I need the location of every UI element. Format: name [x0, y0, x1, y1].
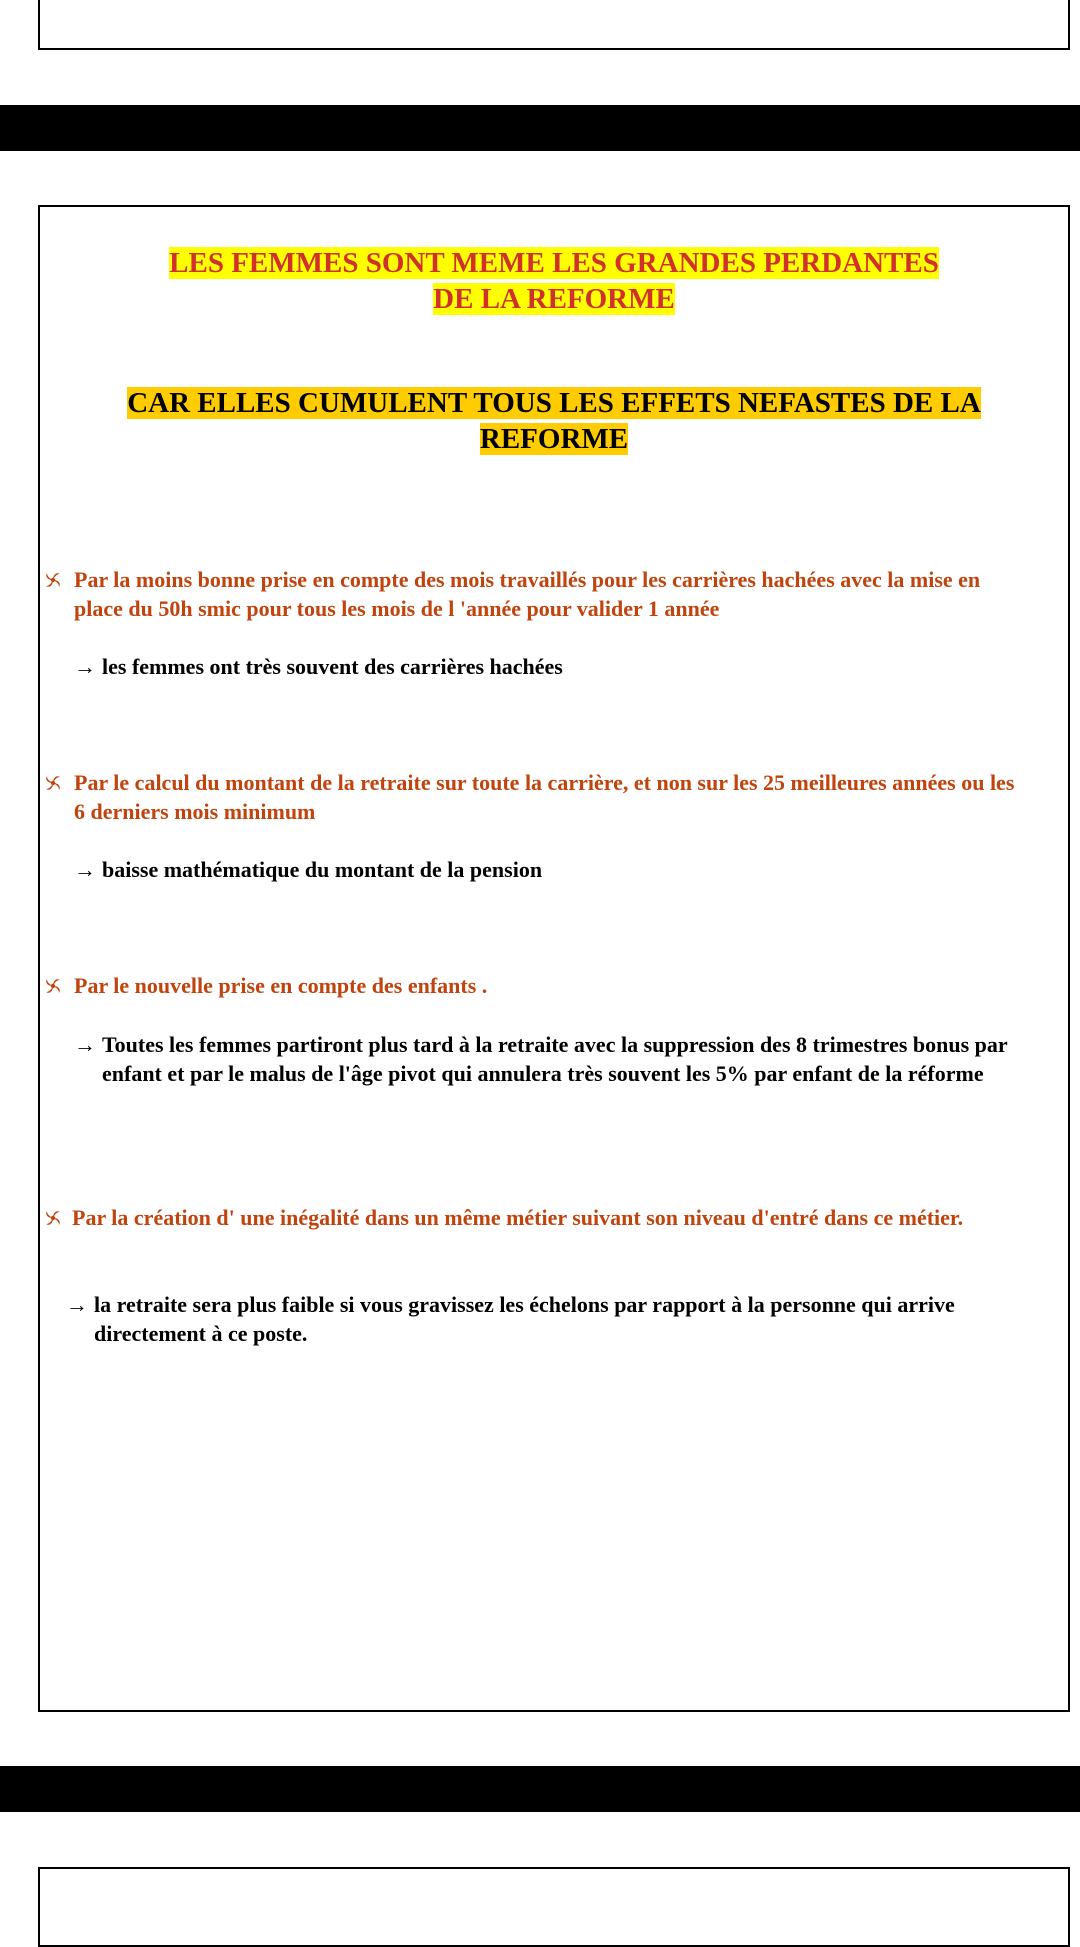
subtitle-line-2: REFORME [479, 423, 629, 455]
consequence-line-4 [66, 1290, 1026, 1348]
bullet-text: Par la moins bonne prise en compte des mois travaillés pour les carrières hachées avec la mise en place du 50h smic pour tous les mois de l 'année pour valider 1 année [74, 567, 981, 621]
swirl-bullet-icon [42, 772, 64, 794]
slide-title [40, 245, 1068, 317]
slide-subtitle [40, 385, 1068, 457]
slide-frame [38, 205, 1070, 1712]
bullet-text: Par le calcul du montant de la retraite sur toute la carrière, et non sur les 25 meilleures années ou les 6 derniers mois minimum [74, 770, 1015, 824]
bullet-point-1 [42, 565, 1032, 623]
previous-slide-frame [38, 0, 1070, 50]
arrow-icon: → [74, 654, 96, 679]
bullet-text: Par le nouvelle prise en compte des enfants . [74, 973, 488, 998]
slide-separator-bar [0, 105, 1080, 151]
title-line-2: DE LA REFORME [433, 283, 675, 315]
consequence-text: la retraite sera plus faible si vous gravissez les échelons par rapport à la personne qui arrive directement à ce poste. [94, 1292, 955, 1346]
arrow-icon: → [66, 1292, 88, 1317]
consequence-text: Toutes les femmes partiront plus tard à la retraite avec la suppression des 8 trimestres bonus par enfant et par le malus de l'âge pivot qui annulera très souvent les 5% par enfant de la réforme [102, 1032, 1008, 1086]
subtitle-line-1: CAR ELLES CUMULENT TOUS LES EFFETS NEFASTES DE LA [127, 387, 981, 419]
arrow-icon: → [74, 1032, 96, 1057]
swirl-bullet-icon [42, 975, 64, 997]
next-slide-frame [38, 1867, 1070, 1947]
bullet-point-2 [42, 768, 1032, 826]
title-line-1: LES FEMMES SONT MEME LES GRANDES PERDANTES [169, 247, 939, 279]
consequence-text: les femmes ont très souvent des carrières hachées [102, 654, 563, 679]
arrow-icon: → [74, 857, 96, 882]
bullet-point-3 [42, 971, 1032, 1000]
consequence-text: baisse mathématique du montant de la pension [102, 857, 543, 882]
swirl-bullet-icon [42, 569, 64, 591]
consequence-line-1 [74, 652, 1034, 681]
consequence-line-2 [74, 855, 1034, 884]
bullet-point-4 [42, 1203, 1032, 1232]
swirl-bullet-icon [42, 1207, 64, 1229]
consequence-line-3 [74, 1030, 1034, 1088]
slide-separator-bar [0, 1766, 1080, 1812]
bullet-text: Par la création d' une inégalité dans un même métier suivant son niveau d'entré dans ce métier. [72, 1205, 964, 1230]
